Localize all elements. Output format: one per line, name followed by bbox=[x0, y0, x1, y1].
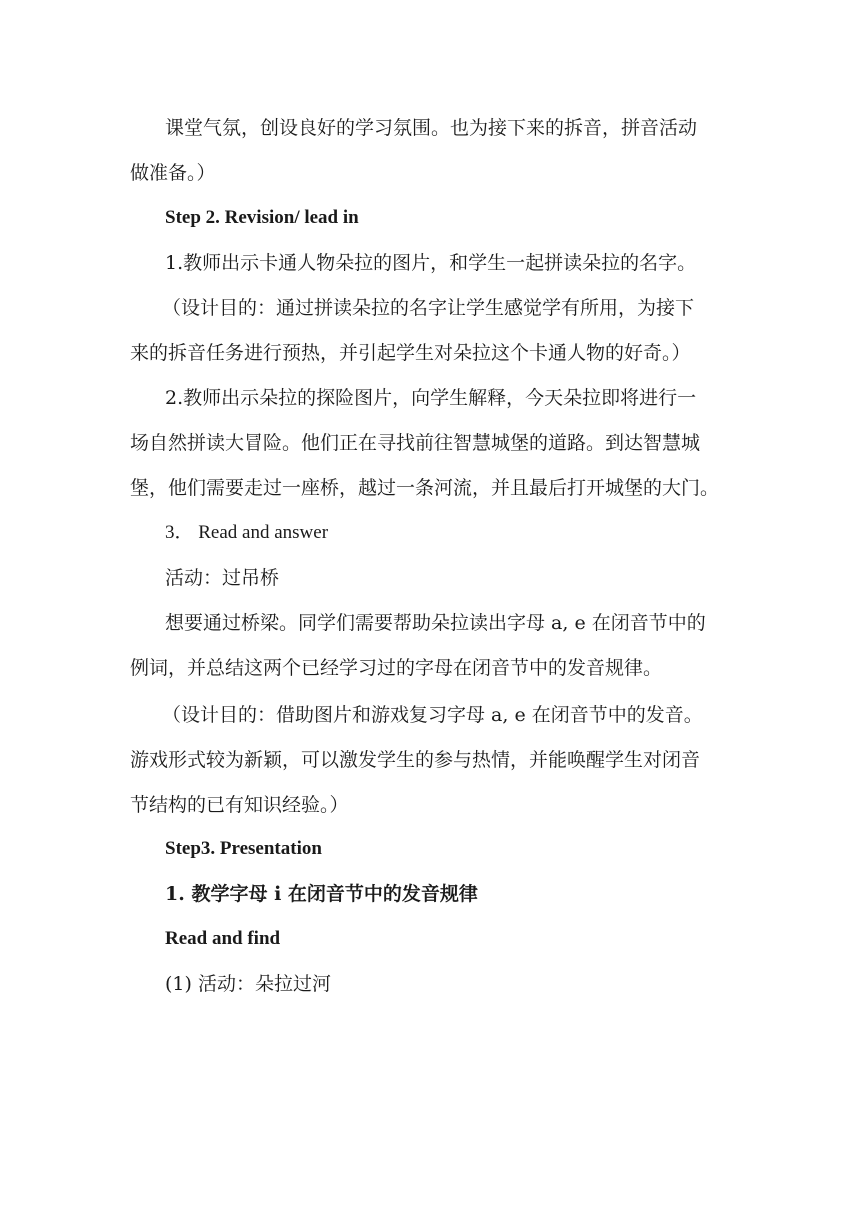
paragraph-line: 做准备。） bbox=[130, 162, 216, 184]
paragraph-line: 活动：过吊桥 bbox=[165, 567, 280, 589]
paragraph-line: (1) 活动：朵拉过河 bbox=[165, 973, 331, 995]
paragraph-line: 节结构的已有知识经验。） bbox=[130, 794, 349, 816]
paragraph-line: （设计目的：借助图片和游戏复习字母 a, e 在闭音节中的发音。 bbox=[162, 704, 703, 726]
paragraph-line: （设计目的：通过拼读朵拉的名字让学生感觉学有所用，为接下 bbox=[162, 297, 695, 319]
subsection-heading: 1. 教学字母 i 在闭音节中的发音规律 bbox=[165, 883, 478, 905]
subsection-heading: 3． Read and answer bbox=[165, 522, 329, 543]
section-heading: Step 2. Revision/ lead in bbox=[165, 207, 359, 228]
paragraph-line: 游戏形式较为新颖，可以激发学生的参与热情，并能唤醒学生对闭音 bbox=[130, 749, 701, 771]
paragraph-line: 2.教师出示朵拉的探险图片，向学生解释，今天朵拉即将进行一 bbox=[165, 387, 697, 409]
paragraph-line: 1.教师出示卡通人物朵拉的图片，和学生一起拼读朵拉的名字。 bbox=[165, 252, 697, 274]
subsection-heading: Read and find bbox=[165, 928, 281, 949]
paragraph-line: 场自然拼读大冒险。他们正在寻找前往智慧城堡的道路。到达智慧城 bbox=[130, 432, 701, 454]
paragraph-line: 课堂气氛，创设良好的学习氛围。也为接下来的拆音，拼音活动 bbox=[165, 117, 698, 139]
paragraph-line: 来的拆音任务进行预热，并引起学生对朵拉这个卡通人物的好奇。） bbox=[130, 342, 691, 364]
paragraph-line: 例词，并总结这两个已经学习过的字母在闭音节中的发音规律。 bbox=[130, 657, 663, 679]
paragraph-line: 想要通过桥梁。同学们需要帮助朵拉读出字母 a, e 在闭音节中的 bbox=[165, 612, 706, 634]
section-heading: Step3. Presentation bbox=[165, 838, 322, 859]
paragraph-line: 堡，他们需要走过一座桥，越过一条河流，并且最后打开城堡的大门。 bbox=[130, 477, 720, 499]
